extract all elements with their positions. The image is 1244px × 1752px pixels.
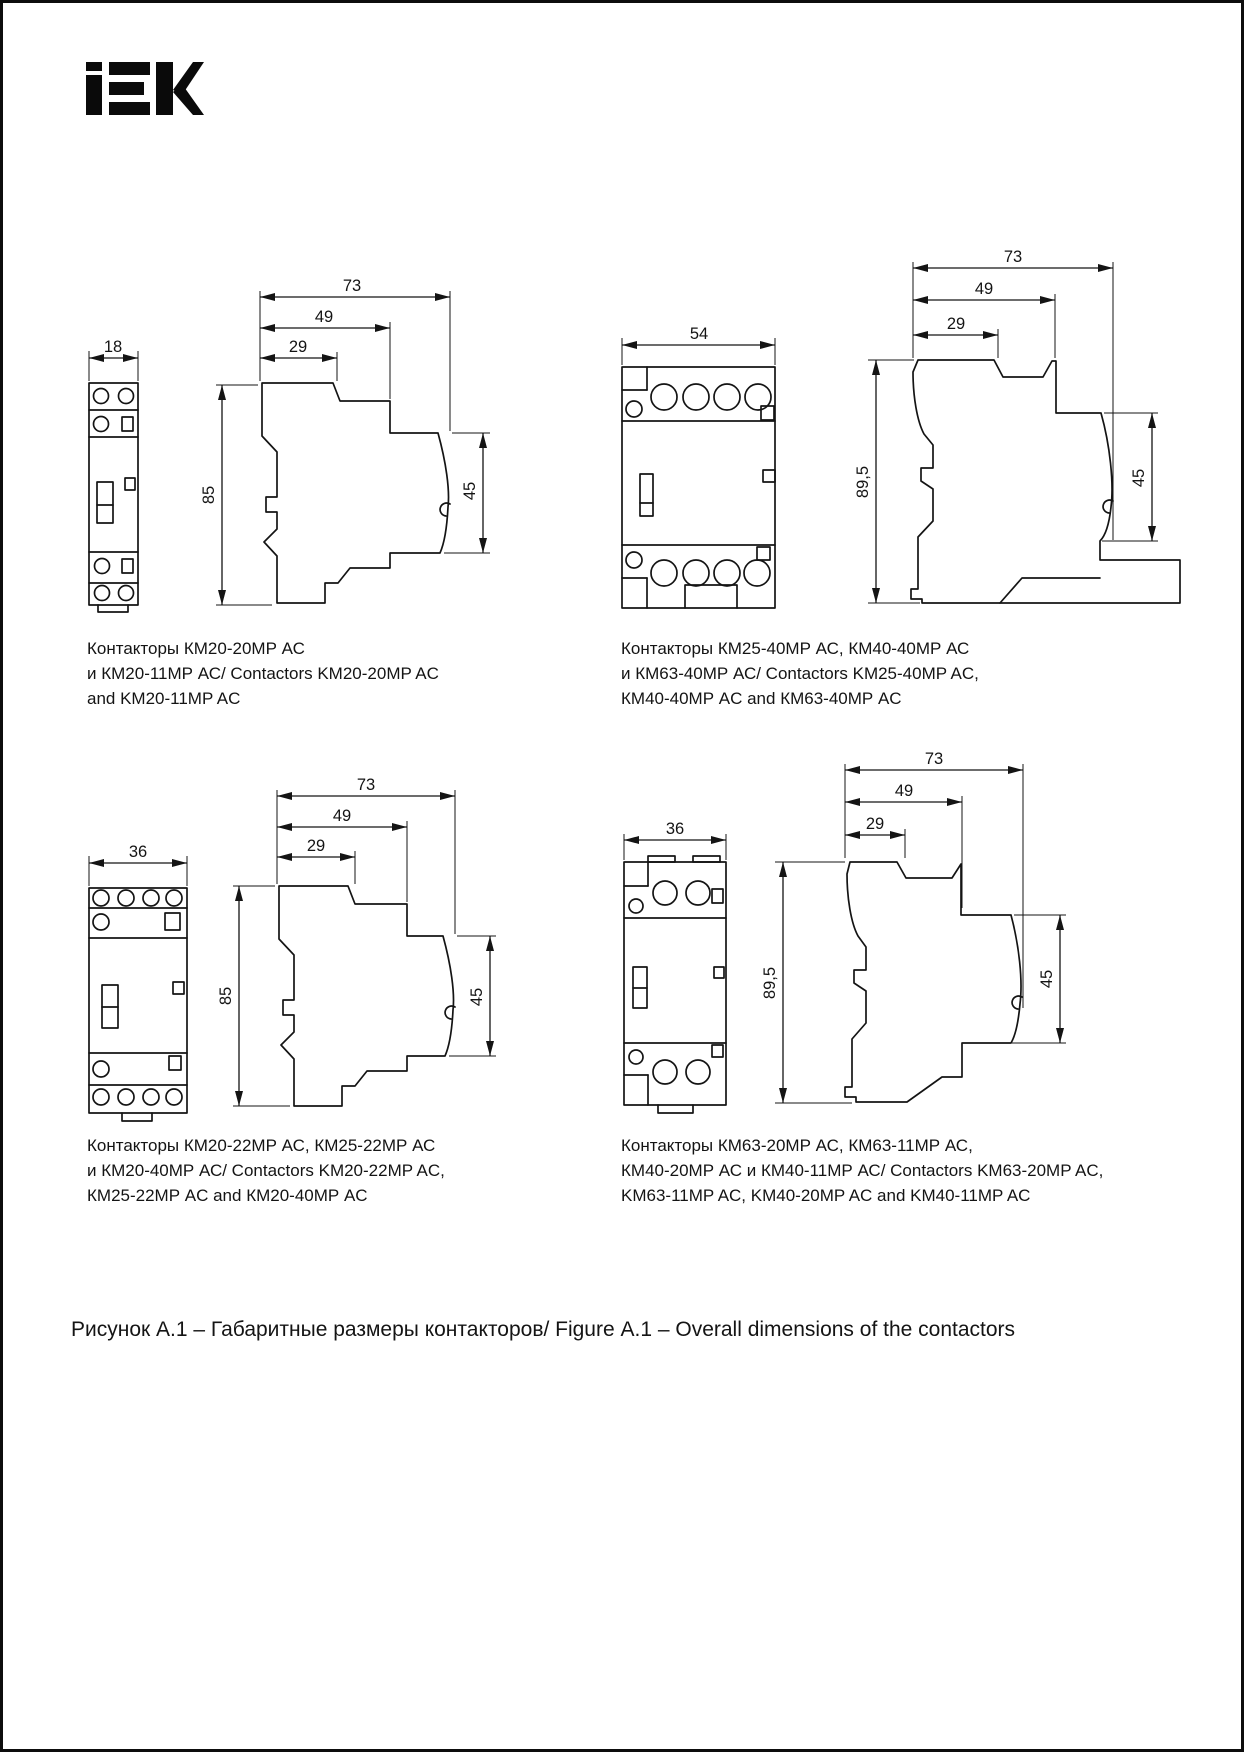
- iek-logo-icon: [86, 62, 204, 115]
- caption-line: Контакторы КМ25-40МР АС, КМ40-40МР АС: [621, 639, 970, 658]
- dim-body-depth-label: 49: [332, 807, 352, 825]
- caption-line: and KM20-11MP AC: [87, 689, 241, 708]
- dim-total-depth-label: 73: [356, 776, 376, 794]
- front-view: [89, 383, 138, 612]
- caption-line: КМ40-40МР AC and КМ63-40МР AC: [621, 689, 902, 708]
- front-view: [624, 856, 726, 1113]
- caption-line: Контакторы КМ63-20МР АС, КМ63-11МР АС,: [621, 1136, 973, 1155]
- dimensions: [624, 750, 1066, 1103]
- front-view: [622, 367, 775, 608]
- dim-width-label: 36: [665, 820, 685, 838]
- caption-line: КМ25-22МР AC and КМ20-40МР AC: [87, 1186, 368, 1205]
- caption-line: КМ40-20МР АС и КМ40-11МР АС/ Contactors KM63-20MP AC,: [621, 1161, 1104, 1180]
- front-view: [89, 888, 187, 1121]
- dim-total-depth-label: 73: [1003, 248, 1023, 266]
- dim-height-label: 89,5: [854, 465, 872, 499]
- caption-line: и КМ20-11МР АС/ Contactors KM20-20MP AC: [87, 664, 439, 683]
- dim-body-depth-label: 49: [974, 280, 994, 298]
- side-view: [845, 862, 1022, 1102]
- dim-total-depth-label: 73: [342, 277, 362, 295]
- drawing-km63-20mp: [624, 750, 1066, 1113]
- caption-drawing-4: [621, 1133, 1103, 1208]
- dim-face-height-label: 45: [1130, 468, 1148, 488]
- side-view: [279, 886, 455, 1106]
- dim-face-height-label: 45: [461, 481, 479, 501]
- dim-face-height-label: 45: [468, 987, 486, 1007]
- dim-height-label: 89,5: [761, 966, 779, 1000]
- dim-total-depth-label: 73: [924, 750, 944, 768]
- dim-face-depth-label: 29: [306, 837, 326, 855]
- dimensions: [622, 248, 1158, 603]
- drawing-km20-20mp: [89, 277, 490, 612]
- caption-drawing-3: [87, 1133, 445, 1208]
- caption-line: Контакторы КМ20-20МР АС: [87, 639, 305, 658]
- dim-body-depth-label: 49: [314, 308, 334, 326]
- dim-face-depth-label: 29: [288, 338, 308, 356]
- dim-height-label: 85: [217, 986, 235, 1006]
- dimensions: [89, 277, 490, 605]
- dim-width-label: 18: [103, 338, 123, 356]
- dim-face-depth-label: 29: [865, 815, 885, 833]
- caption-line: и КМ20-40МР АС/ Contactors KM20-22MP AC,: [87, 1161, 445, 1180]
- caption-drawing-1: [87, 636, 439, 711]
- dim-face-depth-label: 29: [946, 315, 966, 333]
- drawing-km20-22mp: [89, 776, 496, 1121]
- dim-width-label: 54: [689, 325, 709, 343]
- figure-caption: Рисунок А.1 – Габаритные размеры контакторов/ Figure А.1 – Overall dimensions of the contactors: [71, 1318, 1016, 1341]
- caption-line: и КМ63-40МР АС/ Contactors KM25-40MP AC,: [621, 664, 979, 683]
- side-view: [262, 383, 450, 603]
- caption-drawing-2: [621, 636, 979, 711]
- dim-height-label: 85: [200, 485, 218, 505]
- dim-width-label: 36: [128, 843, 148, 861]
- drawing-km25-40mp: [622, 248, 1180, 608]
- dim-body-depth-label: 49: [894, 782, 914, 800]
- caption-line: Контакторы КМ20-22МР АС, КМ25-22МР АС: [87, 1136, 436, 1155]
- caption-line: KM63-11MP AC, KM40-20MP AC and KM40-11MP AC: [621, 1186, 1031, 1205]
- dim-face-height-label: 45: [1038, 969, 1056, 989]
